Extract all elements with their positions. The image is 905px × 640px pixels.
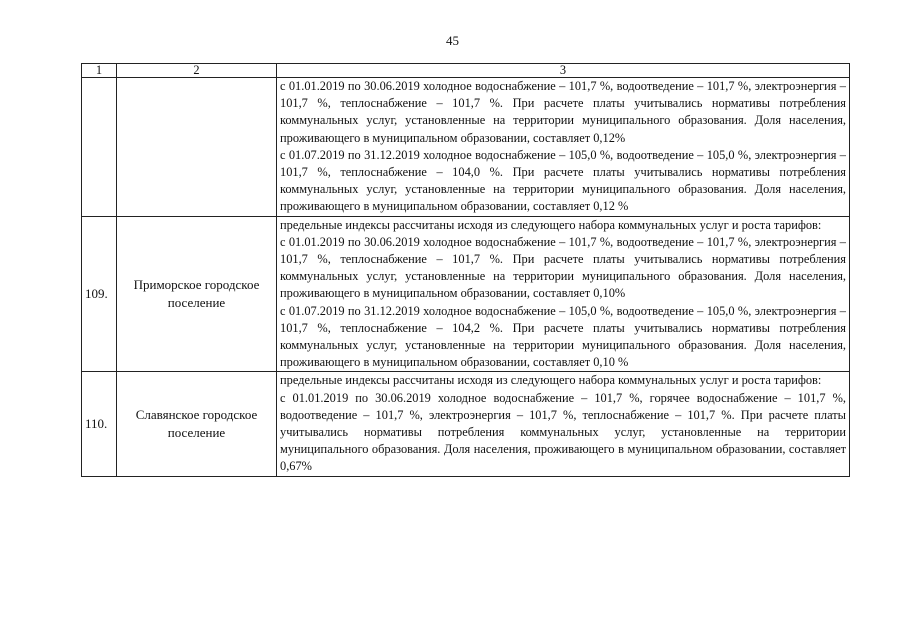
row-number: 109. xyxy=(82,216,117,372)
table-row xyxy=(82,372,850,476)
row-number: 110. xyxy=(82,372,117,476)
tariff-paragraph: с 01.01.2019 по 30.06.2019 холодное водоснабжение – 101,7 %, водоотведение – 101,7 %, электроэнергия – 101,7 %, теплоснабжение – 101,7 %. При расчете платы учитывались нормативы потребления коммунальных услуг, установленные на территории муниципального образования. Доля населения, проживающего в муниципальном образовании, составляет 0,10% xyxy=(280,234,846,301)
tariff-paragraph: предельные индексы рассчитаны исходя из следующего набора коммунальных услуг и роста тарифов: xyxy=(280,373,822,388)
tariff-paragraph: с 01.01.2019 по 30.06.2019 холодное водоснабжение – 101,7 %, горячее водоснабжение – 101,7 %, водоотведение – 101,7 %, электроэнергия – 101,7 %, теплоснабжение – 101,7 %. При расчете платы учитывались нормативы потребления коммунальных услуг, установленные на территории муниципального образования. Доля населения, проживающего в муниципальном образовании, составляет 0,67% xyxy=(280,390,846,474)
municipality-name: Приморское городское поселение xyxy=(117,216,277,372)
column-header-2: 2 xyxy=(117,64,277,78)
tariff-paragraph: с 01.07.2019 по 31.12.2019 холодное водоснабжение – 105,0 %, водоотведение – 105,0 %, электроэнергия – 101,7 %, теплоснабжение – 104,0 %. При расчете платы учитывались нормативы потребления коммунальных услуг, установленные на территории муниципального образования. Доля населения, проживающего в муниципальном образовании, составляет 0,12 % xyxy=(280,147,846,214)
tariff-description xyxy=(277,372,850,476)
table-header-row xyxy=(82,64,850,78)
column-header-1: 1 xyxy=(82,64,117,78)
tariff-paragraph: с 01.01.2019 по 30.06.2019 холодное водоснабжение – 101,7 %, водоотведение – 101,7 %, электроэнергия – 101,7 %, теплоснабжение – 101,7 %. При расчете платы учитывались нормативы потребления коммунальных услуг, установленные на территории муниципального образования. Доля населения, проживающего в муниципальном образовании, составляет 0,12% xyxy=(280,79,846,145)
document-table xyxy=(81,63,850,477)
municipality-name: Славянское городское поселение xyxy=(117,372,277,476)
column-header-3: 3 xyxy=(277,64,850,78)
table-row xyxy=(82,78,850,217)
page-number: 45 xyxy=(446,33,459,48)
table-row xyxy=(82,216,850,372)
row-number xyxy=(82,78,117,217)
tariff-description xyxy=(277,216,850,372)
municipality-name xyxy=(117,78,277,217)
tariff-description xyxy=(277,78,850,217)
tariff-paragraph: с 01.07.2019 по 31.12.2019 холодное водоснабжение – 105,0 %, водоотведение – 105,0 %, электроэнергия – 101,7 %, теплоснабжение – 104,2 %. При расчете платы учитывались нормативы потребления коммунальных услуг, установленные на территории муниципального образования. Доля населения, проживающего в муниципальном образовании, составляет 0,10 % xyxy=(280,303,846,370)
tariff-paragraph: предельные индексы рассчитаны исходя из следующего набора коммунальных услуг и роста тарифов: xyxy=(280,217,822,232)
